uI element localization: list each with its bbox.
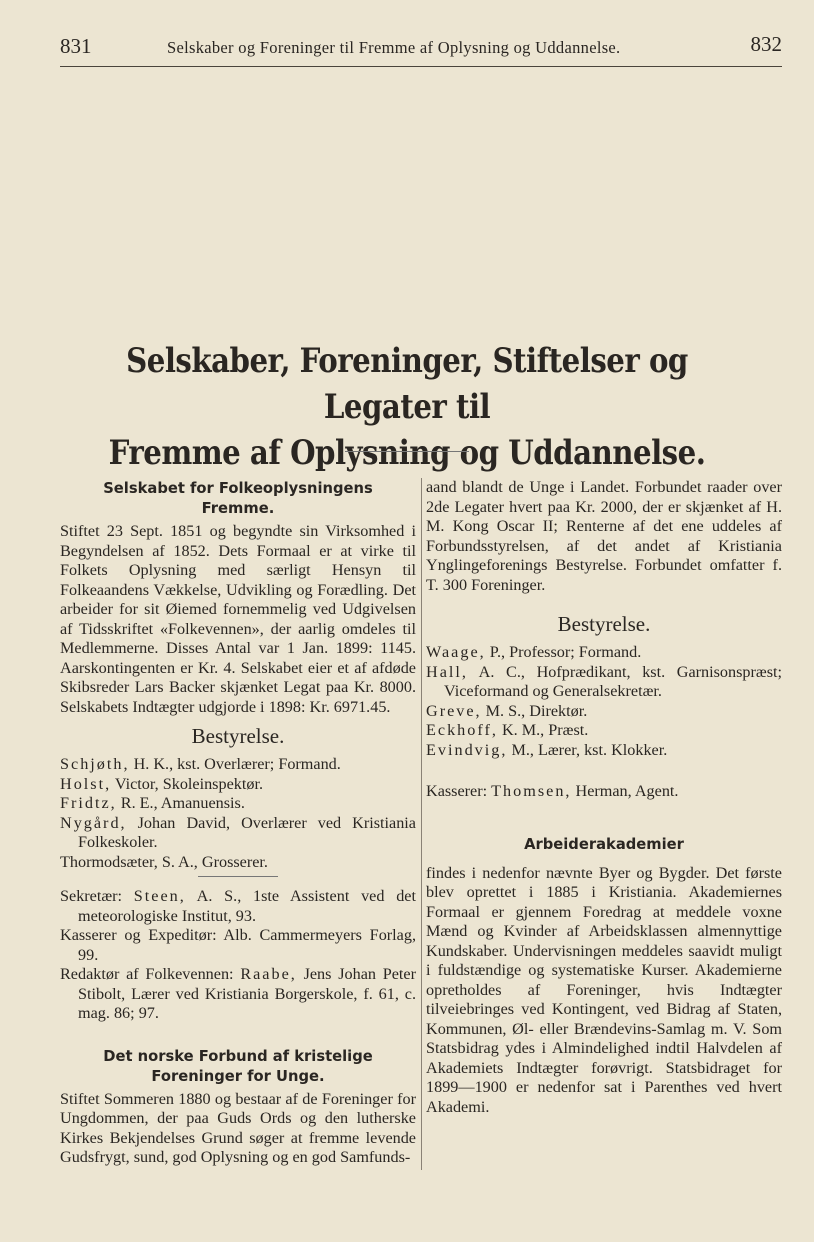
board-member: Holst, Victor, Skoleinspektør. bbox=[60, 774, 263, 793]
running-title: Selskaber og Foreninger til Fremme af Oplysning og Uddannelse. bbox=[167, 38, 621, 57]
board-member: Nygård, Johan David, Overlærer ved Kristiania Folkeskoler. bbox=[60, 813, 416, 851]
officer-entry: Redaktør af Folkevennen: Raabe, Jens Johan Peter Stibolt, Lærer ved Kristiania Borgerskole, f. 61, c. mag. 86; 97. bbox=[60, 965, 416, 1022]
board-list-1 bbox=[60, 755, 416, 872]
board-heading-2: Bestyrelse. bbox=[557, 612, 651, 636]
officer-entry: Kasserer og Expeditør: Alb. Cammermeyers Forlag, 99. bbox=[60, 926, 416, 964]
board-heading-1: Bestyrelse. bbox=[191, 724, 285, 748]
section-body-forbund: Stiftet Sommeren 1880 og bestaar af de Foreninger for Ungdommen, der paa Guds Ords og den lutherske Kirkes Bekjendelses Grund søger at fremme levende Gudsfrygt, sund, god Oplysning og en god Samfunds- bbox=[60, 1089, 416, 1166]
board-member: Thormodsæter, S. A., Grosserer. bbox=[60, 852, 268, 871]
left-column bbox=[60, 478, 416, 1168]
running-header bbox=[60, 34, 782, 66]
right-column bbox=[426, 478, 782, 1117]
cashier-entry: Kasserer: Thomsen, Herman, Agent. bbox=[426, 782, 679, 800]
section-rule bbox=[198, 876, 278, 877]
section-body-arbeiderakademier: findes i nedenfor nævnte Byer og Bygder. Det første blev oprettet i 1885 i Kristiania. Akademiernes Formaal er gjennem Foredrag at meddele voxne Mænd og Kvinder af Arbeidsklassen almennyttige Kundskaber. Undervisningen meddeles saavidt muligt i fuldstændige og systematiske Kurser. Akademierne opretholdes af Foreninger, hvis Indtægter tilveiebringes ved Kontingent, ved Bidrag af Staten, Kommunen, Øl- eller Brændevins-Samlag m. V. Som Statsbidrag ydes i Almindelighed indtil Halvdelen af Akademiets Indtægter forøvrigt. Statsbidraget for 1899—1900 er nedenfor sat i Parenthes ved hvert Akademi. bbox=[426, 863, 782, 1116]
board-member: Hall, A. C., Hofprædikant, kst. Garnisonspræst; Viceformand og Generalsekretær. bbox=[426, 662, 782, 700]
page-number-left: 831 bbox=[60, 34, 92, 58]
board-member: Fridtz, R. E., Amanuensis. bbox=[60, 794, 245, 812]
board-list-2 bbox=[426, 643, 782, 760]
section-heading-folkeoplysning: Selskabet for Folkeoplysningens Fremme. bbox=[103, 479, 373, 517]
main-title-line-1: Selskaber, Foreninger, Stiftelser og Legater til bbox=[126, 341, 688, 427]
title-rule bbox=[345, 451, 469, 452]
page-number-right: 832 bbox=[750, 32, 782, 56]
main-title bbox=[91, 338, 722, 476]
board-member: Schjøth, H. K., kst. Overlærer; Formand. bbox=[60, 755, 341, 773]
officer-entry: Sekretær: Steen, A. S., 1ste Assistent ved det meteorologiske Institut, 93. bbox=[60, 887, 416, 925]
column-divider bbox=[421, 478, 422, 1170]
header-rule bbox=[60, 66, 782, 67]
officer-list bbox=[60, 887, 416, 1024]
board-member: Eckhoff, K. M., Præst. bbox=[426, 721, 589, 739]
section-body-forbund-continued: aand blandt de Unge i Landet. Forbundet raader over 2de Legater hvert paa Kr. 2000, der er skjænket af H. M. Kong Oscar II; Renterne af det ene uddeles af Forbundsstyrelsen, af det andet af Kristiania Ynglingeforenings Bestyrelse. Forbundet omfatter f. T. 300 Foreninger. bbox=[426, 478, 782, 594]
section-body-folkeoplysning: Stiftet 23 Sept. 1851 og begyndte sin Virksomhed i Begyndelsen af 1852. Dets Formaal er at virke til Folkets Oplysning med særligt Hensyn til Folkeaandens Vækkelse, Udvikling og Forædling. Det arbeider for sit Øiemed fornemmelig ved Udgivelsen af Tidsskriftet «Folkevennen», der aarlig omdeles til Medlemmerne. Disses Antal var 1 Jan. 1899: 1145. Aarskontingenten er Kr. 4. Selskabet eier et af afdøde Skibsreder Lars Backer skjænket Legat paa Kr. 8000. Selskabets Indtægter udgjorde i 1898: Kr. 6971.45. bbox=[60, 522, 416, 716]
board-member: Greve, M. S., Direktør. bbox=[426, 701, 588, 720]
main-title-line-2: Fremme af Oplysning og Uddannelse. bbox=[108, 433, 706, 473]
board-member: Evindvig, M., Lærer, kst. Klokker. bbox=[426, 740, 668, 759]
board-member: Waage, P., Professor; Formand. bbox=[426, 643, 642, 661]
section-heading-arbeiderakademier: Arbeiderakademier bbox=[524, 834, 684, 853]
section-heading-forbund: Det norske Forbund af kristelige Foreninger for Unge. bbox=[103, 1046, 373, 1085]
